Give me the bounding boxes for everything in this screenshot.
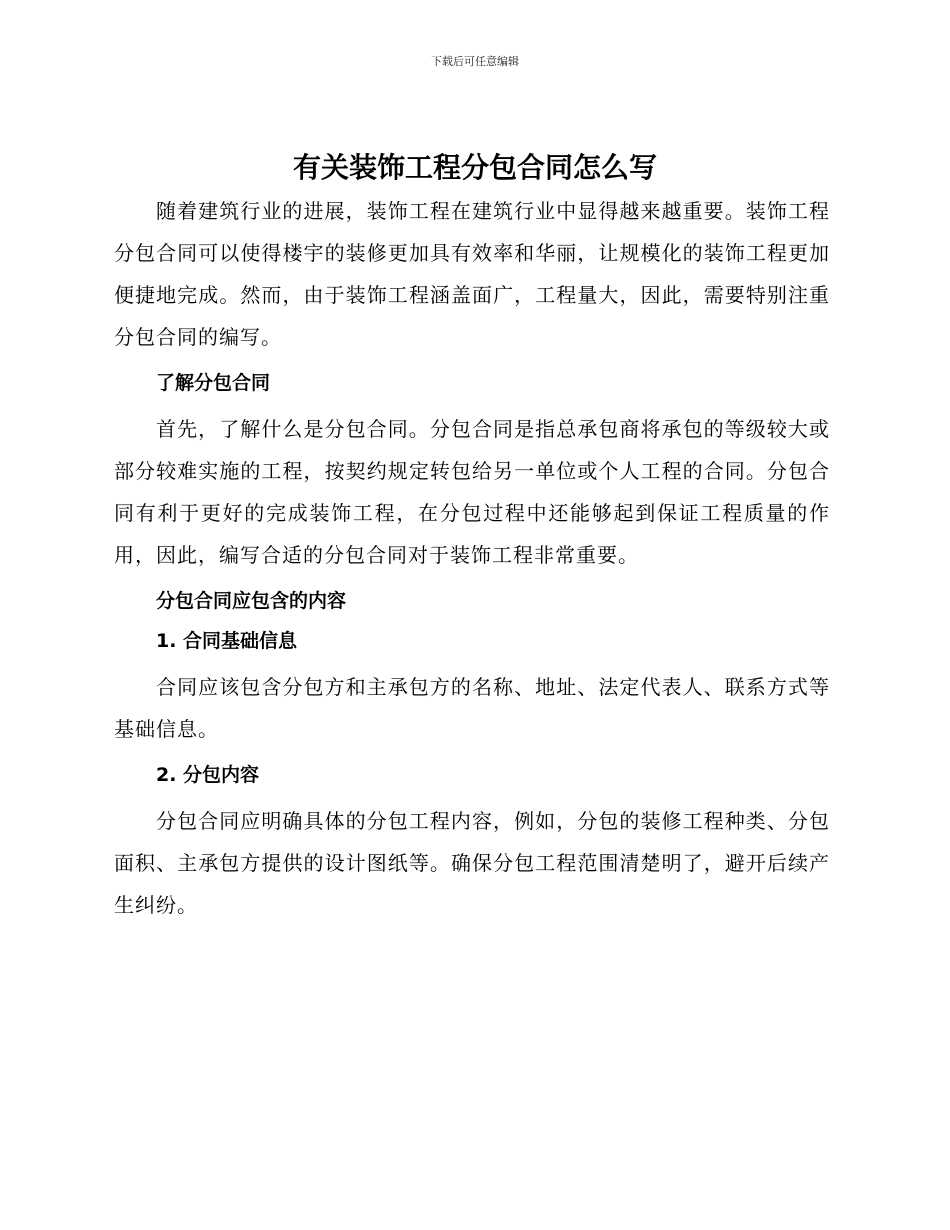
subheading-basic-info: 1. 合同基础信息 bbox=[156, 630, 298, 652]
basic-info-paragraph: 合同应该包含分包方和主承包方的名称、地址、法定代表人、联系方式等基础信息。 bbox=[114, 675, 830, 741]
header-note: 下载后可任意编辑 bbox=[431, 55, 519, 68]
document-body bbox=[114, 190, 830, 926]
intro-paragraph: 随着建筑行业的进展，装饰工程在建筑行业中显得越来越重要。装饰工程分包合同可以使得楼宇的装修更加具有效率和华丽，让规模化的装饰工程更加便捷地完成。然而，由于装饰工程涵盖面广，工程量大，因此，需要特别注重分包合同的编写。 bbox=[114, 199, 830, 349]
scope-paragraph: 分包合同应明确具体的分包工程内容，例如，分包的装修工程种类、分包面积、主承包方提供的设计图纸等。确保分包工程范围清楚明了，避开后续产生纠纷。 bbox=[114, 809, 830, 917]
section-heading-understand: 了解分包合同 bbox=[156, 372, 271, 394]
subheading-scope: 2. 分包内容 bbox=[156, 764, 260, 786]
document-title: 有关装饰工程分包合同怎么写 bbox=[292, 151, 657, 184]
section-heading-contents: 分包合同应包含的内容 bbox=[156, 590, 347, 612]
definition-paragraph: 首先，了解什么是分包合同。分包合同是指总承包商将承包的等级较大或部分较难实施的工程，按契约规定转包给另一单位或个人工程的合同。分包合同有利于更好的完成装饰工程，在分包过程中还能够起到保证工程质量的作用，因此，编写合适的分包合同对于装饰工程非常重要。 bbox=[114, 417, 830, 567]
